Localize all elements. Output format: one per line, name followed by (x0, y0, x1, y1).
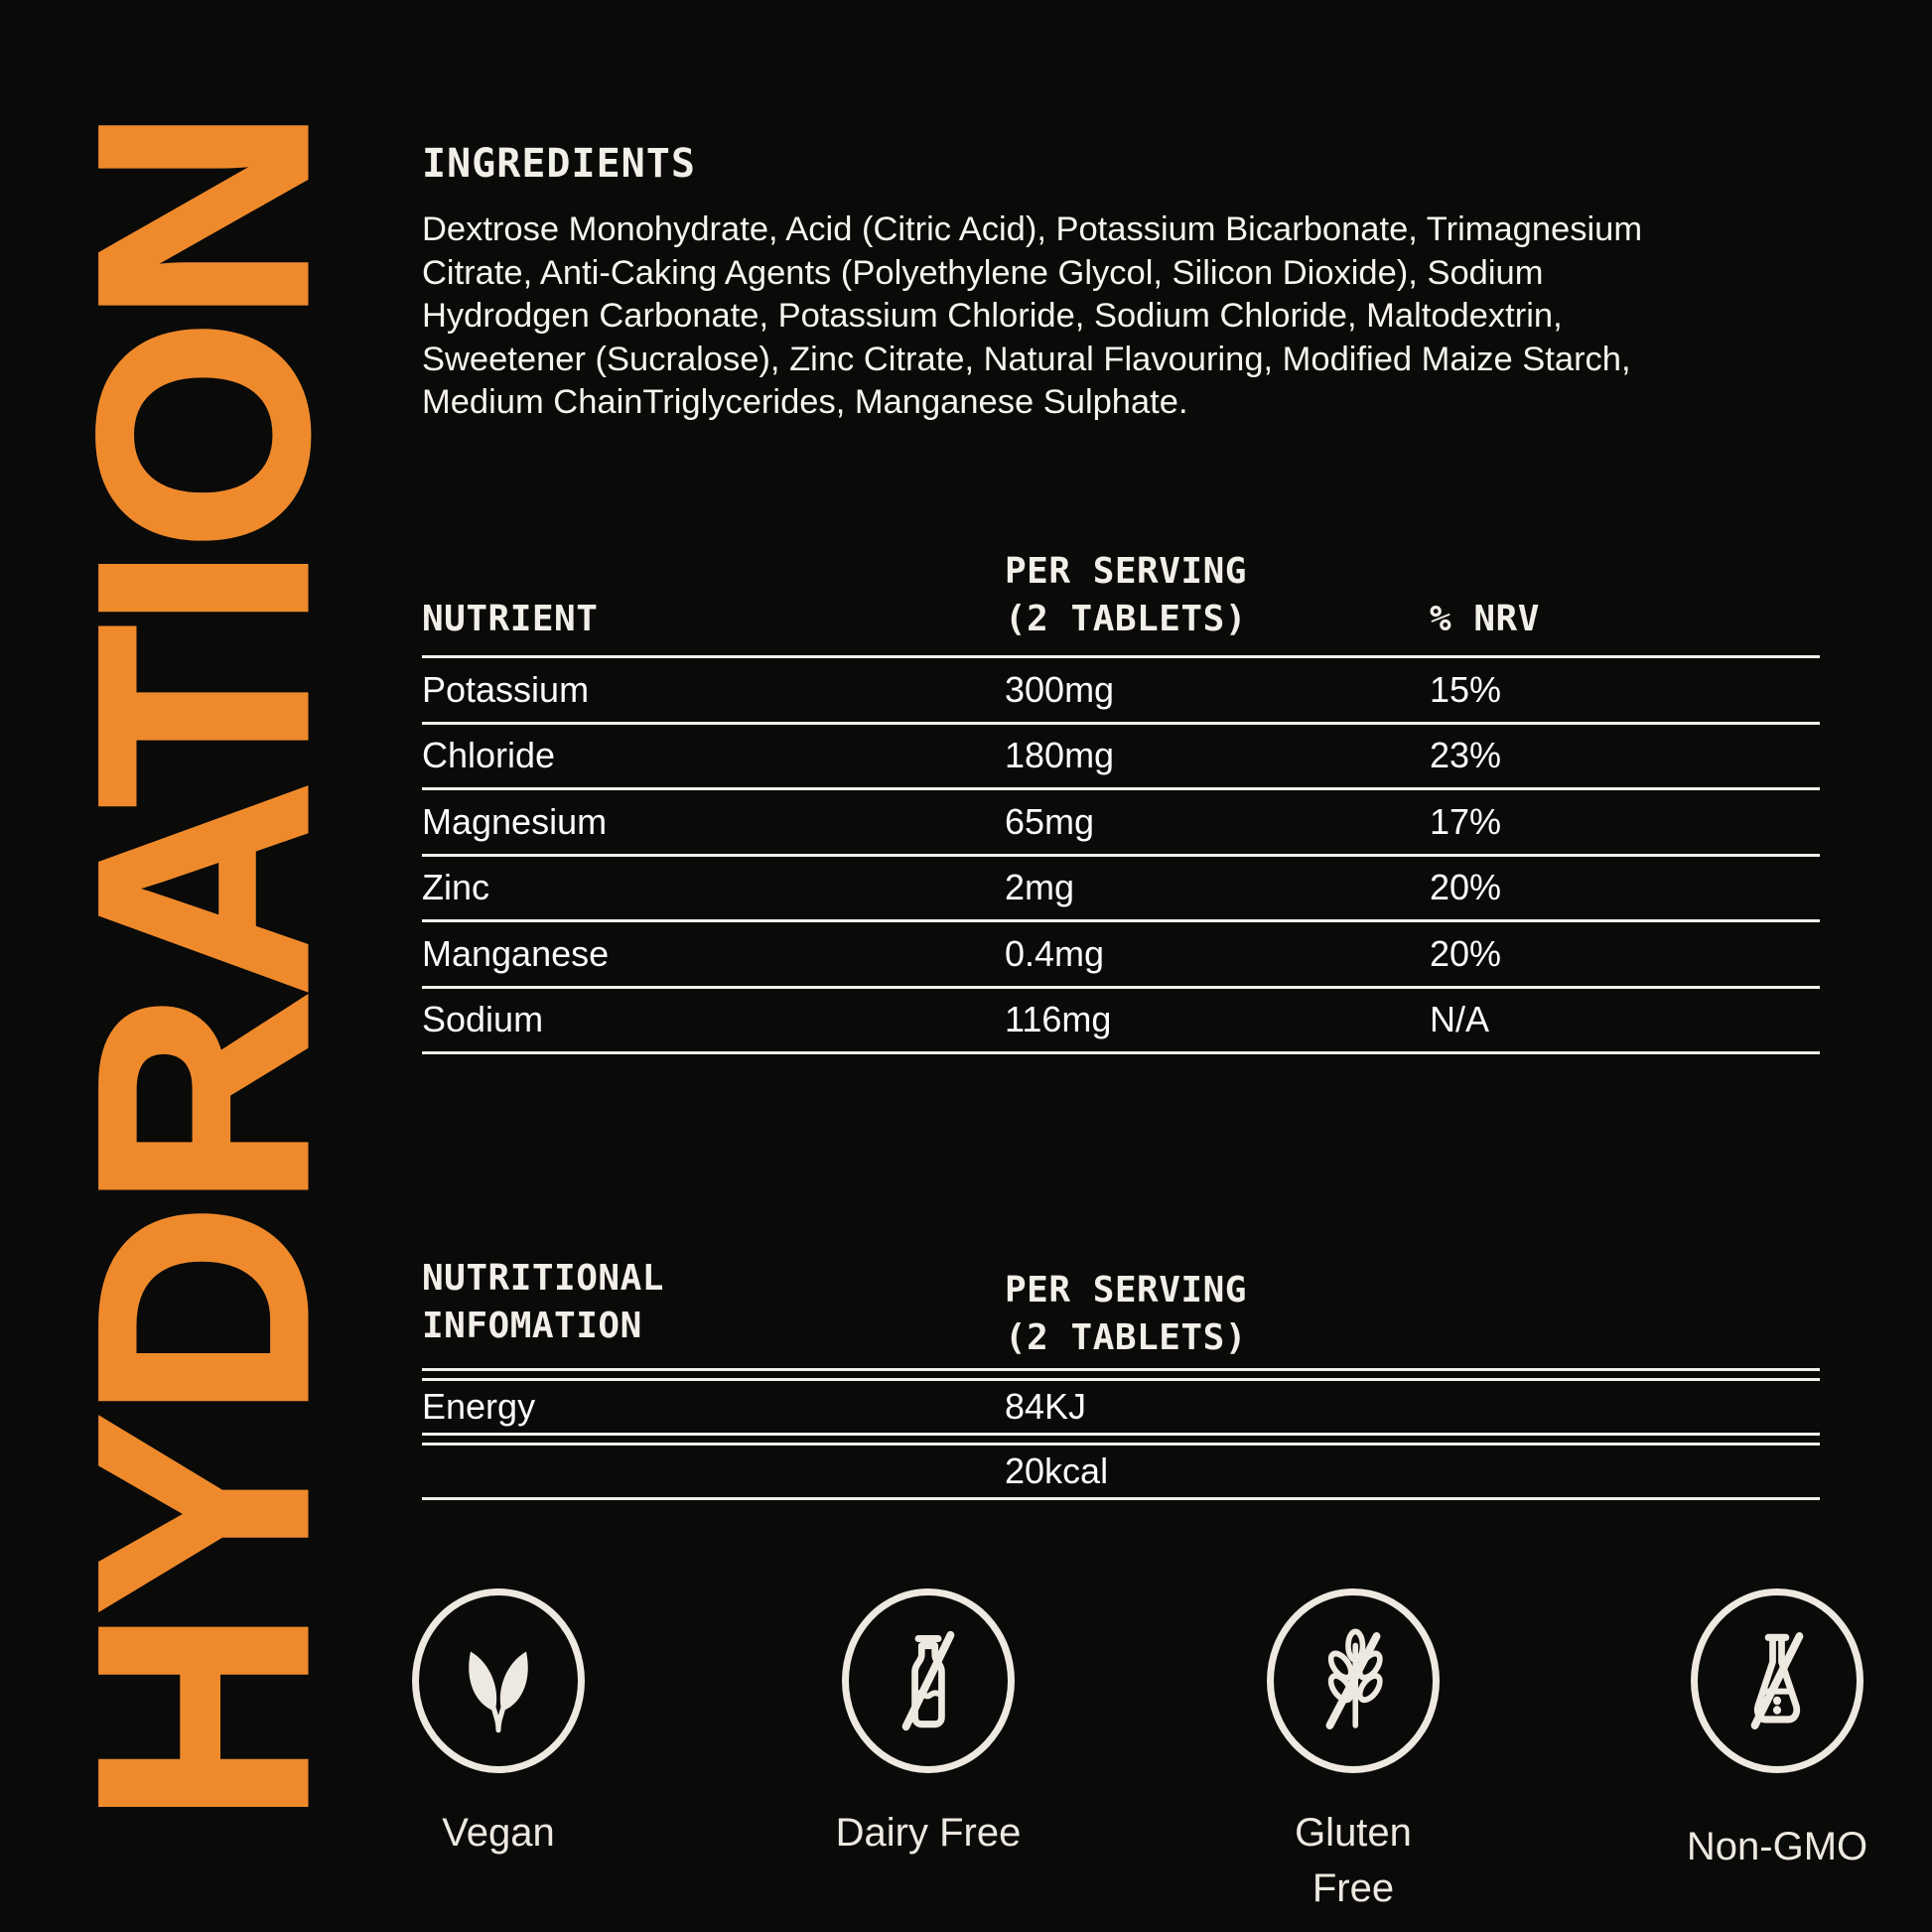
divider (422, 1497, 1820, 1500)
dietary-badges (0, 1588, 1932, 1916)
badge-vegan (320, 1588, 677, 1861)
badge-non-gmo (1598, 1588, 1932, 1874)
nutritional-info-table (422, 1258, 1820, 1500)
nutrient-table-header (422, 548, 1820, 658)
nutrient-name: Potassium (422, 668, 590, 710)
column-header-per-serving: PER SERVING (2 TABLETS) (1005, 1270, 1247, 1358)
nutrient-amount: 65mg (1005, 800, 1095, 842)
ingredients-line: Dextrose Monohydrate, Acid (Citric Acid), Potassium Bicarbonate, Trimagnesium (422, 210, 1643, 248)
table-row (422, 1381, 1820, 1433)
table-row (422, 790, 1820, 857)
badge-dairy-free (750, 1588, 1107, 1861)
nutrient-amount: 0.4mg (1005, 932, 1105, 974)
nutrient-name: Sodium (422, 999, 544, 1040)
column-header-nrv: % NRV (1430, 599, 1540, 639)
column-header-nutrient: NUTRIENT (422, 599, 599, 639)
nutrient-name: Manganese (422, 932, 610, 974)
ingredients-heading: INGREDIENTS (422, 141, 696, 187)
nutrient-nrv: 23% (1430, 735, 1502, 776)
info-value: 84KJ (1005, 1386, 1087, 1427)
non-gmo-flask-icon (1691, 1588, 1863, 1773)
table-row (422, 989, 1820, 1055)
column-header-nutritional-information: NUTRITIONAL INFOMATION (422, 1258, 664, 1346)
ingredients-section (422, 141, 1822, 425)
table-row (422, 725, 1820, 791)
gluten-free-wheat-icon (1267, 1588, 1440, 1773)
ingredients-line: Citrate, Anti-Caking Agents (Polyethylene Glycol, Silicon Dioxide), Sodium (422, 253, 1544, 292)
vegan-leaf-icon (412, 1588, 585, 1773)
info-name: Energy (422, 1386, 536, 1427)
badge-gluten-free (1174, 1588, 1532, 1916)
nutrient-name: Magnesium (422, 800, 608, 842)
table-row (422, 857, 1820, 923)
table-row (422, 658, 1820, 725)
nutrient-amount: 2mg (1005, 867, 1075, 908)
ingredients-text (422, 208, 1822, 425)
dairy-free-bottle-icon (842, 1588, 1015, 1773)
ingredients-line: Medium ChainTriglycerides, Manganese Sulphate. (422, 383, 1188, 421)
badge-label: Gluten Free (1295, 1811, 1412, 1910)
badge-label: Dairy Free (835, 1811, 1022, 1855)
table-row (422, 922, 1820, 989)
nutritional-info-header (422, 1258, 1820, 1368)
vertical-product-title: HYDRATION (36, 111, 369, 1825)
nutrient-amount: 300mg (1005, 668, 1115, 710)
column-header-per-serving: PER SERVING (2 TABLETS) (1005, 551, 1247, 639)
info-value: 20kcal (1005, 1450, 1109, 1491)
nutrient-nrv: 17% (1430, 800, 1502, 842)
nutrient-amount: 116mg (1005, 999, 1112, 1040)
nutrient-nrv: 15% (1430, 668, 1502, 710)
nutrient-name: Zinc (422, 867, 490, 908)
nutrient-nrv: N/A (1430, 999, 1490, 1040)
table-row (422, 1446, 1820, 1497)
divider (422, 1433, 1820, 1446)
ingredients-line: Sweetener (Sucralose), Zinc Citrate, Natural Flavouring, Modified Maize Starch, (422, 340, 1631, 378)
nutrient-amount: 180mg (1005, 735, 1115, 776)
nutrient-table (422, 548, 1820, 1054)
ingredients-line: Hydrodgen Carbonate, Potassium Chloride, Sodium Chloride, Maltodextrin, (422, 297, 1563, 335)
divider (422, 1368, 1820, 1381)
nutrient-nrv: 20% (1430, 932, 1502, 974)
badge-label: Non-GMO (1686, 1825, 1868, 1868)
nutrient-nrv: 20% (1430, 867, 1502, 908)
badge-label: Vegan (442, 1811, 555, 1855)
nutrient-name: Chloride (422, 735, 556, 776)
